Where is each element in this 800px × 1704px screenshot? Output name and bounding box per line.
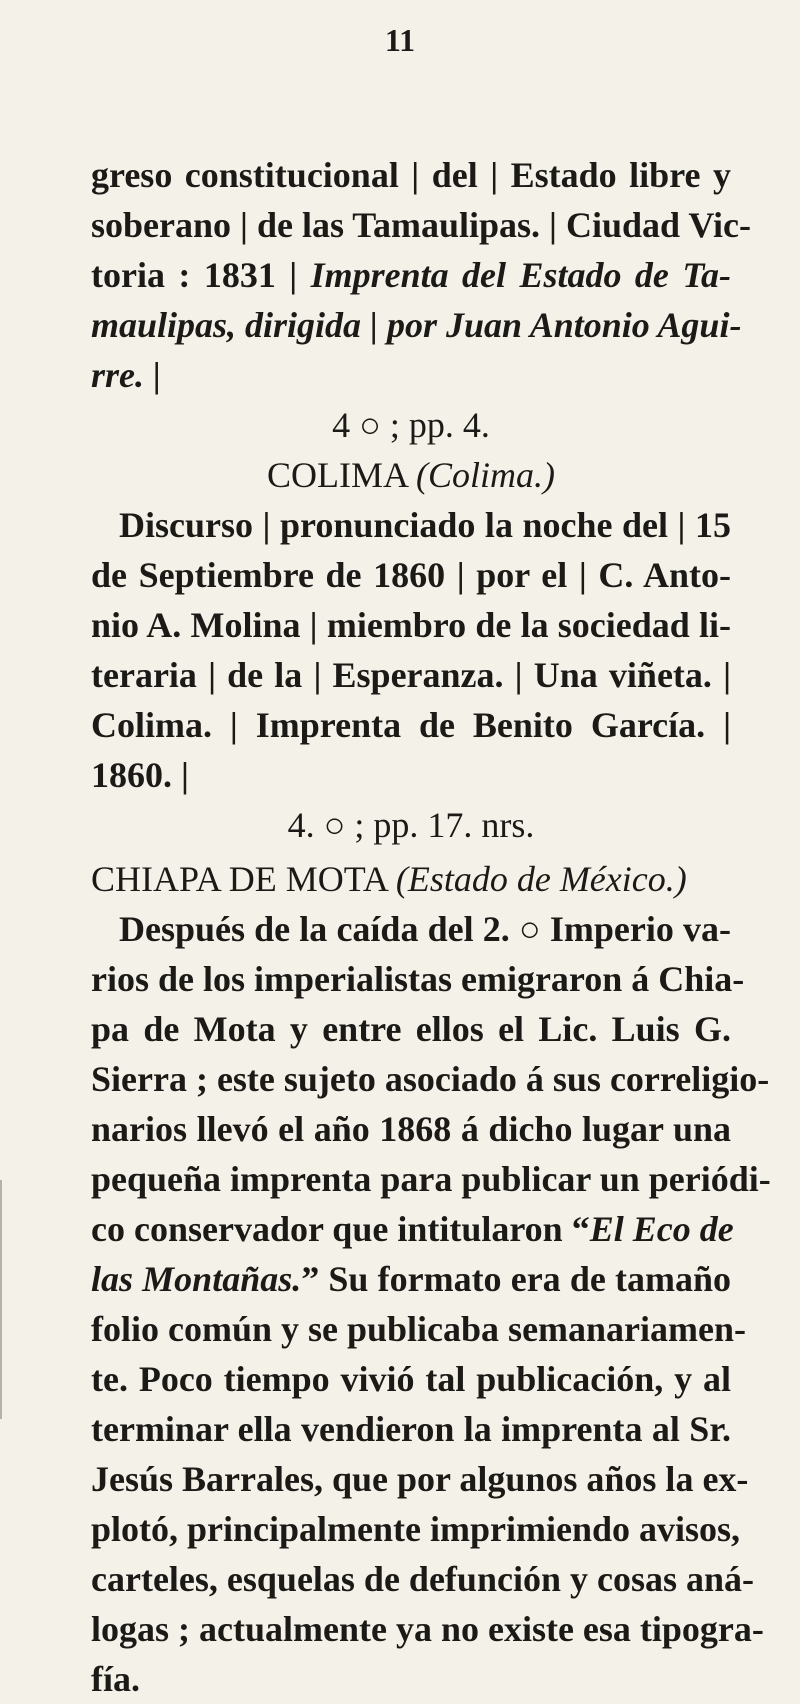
text-line: logas ; actualmente ya no existe esa tipogra-	[91, 1609, 764, 1649]
text-line: nio A. Molina | miembro de la sociedad li-	[91, 605, 731, 645]
text-fragment: ” Su formato era de tamaño	[301, 1259, 731, 1299]
title-italic: las Montañas.	[91, 1259, 302, 1299]
page-edge-shadow	[0, 1180, 2, 1419]
text-line: fía.	[91, 1659, 140, 1699]
document-text	[91, 150, 771, 1704]
place-name: CHIAPA DE MOTA	[91, 859, 396, 899]
page-number: 11	[384, 22, 416, 58]
text-line: 1860. |	[91, 755, 189, 795]
text-fragment: co conservador que intitularon “	[91, 1209, 590, 1249]
imprint-italic: rre. |	[91, 355, 161, 395]
text-line: folio común y se publicaba semanariamen-	[91, 1309, 747, 1349]
text-line: pa de Mota y entre ellos el Lic. Luis G.	[91, 1009, 731, 1049]
place-region: (Estado de México.)	[395, 859, 687, 899]
title-italic: El Eco de	[589, 1209, 734, 1249]
text-line: pequeña imprenta para publicar un periódi-	[91, 1159, 771, 1199]
text-line: Colima. | Imprenta de Benito García. |	[91, 705, 731, 745]
text-line: carteles, esquelas de defunción y cosas aná-	[91, 1559, 754, 1599]
place-heading	[91, 450, 731, 500]
text-line: teraria | de la | Esperanza. | Una viñeta. |	[91, 655, 731, 695]
format-line: 4 ○ ; pp. 4.	[332, 405, 490, 445]
text-line: te. Poco tiempo vivió tal publicación, y al	[91, 1359, 731, 1399]
text-line: soberano | de las Tamaulipas. | Ciudad Vic-	[91, 205, 752, 245]
format-line: 4. ○ ; pp. 17. nrs.	[287, 805, 535, 845]
text-line: Jesús Barrales, que por algunos años la ex-	[91, 1459, 749, 1499]
text-line	[91, 250, 731, 300]
text-line	[91, 350, 731, 400]
text-line: Después de la caída del 2. ○ Imperio va-	[119, 909, 731, 949]
text-fragment: toria : 1831 |	[91, 255, 311, 295]
place-region: (Colima.)	[416, 455, 555, 495]
text-line: narios llevó el año 1868 á dicho lugar una	[91, 1109, 731, 1149]
text-line: rios de los imperialistas emigraron á Chia-	[91, 959, 745, 999]
place-heading	[91, 854, 731, 904]
place-name: COLIMA	[266, 455, 416, 495]
text-line	[91, 1254, 731, 1304]
imprint-italic: Imprenta del Estado de Ta-	[310, 255, 731, 295]
text-line	[91, 300, 742, 350]
text-line: greso constitucional | del | Estado libre y	[91, 155, 731, 195]
text-line: terminar ella vendieron la imprenta al Sr.	[91, 1409, 731, 1449]
text-line: de Septiembre de 1860 | por el | C. Anto-	[91, 555, 731, 595]
imprint-italic: maulipas, dirigida | por Juan Antonio Agui-	[91, 305, 742, 345]
text-line	[91, 1204, 734, 1254]
text-line: Sierra ; este sujeto asociado á sus correligio-	[91, 1059, 770, 1099]
text-line: plotó, principalmente imprimiendo avisos,	[91, 1509, 741, 1549]
text-line: Discurso | pronunciado la noche del | 15	[119, 505, 731, 545]
